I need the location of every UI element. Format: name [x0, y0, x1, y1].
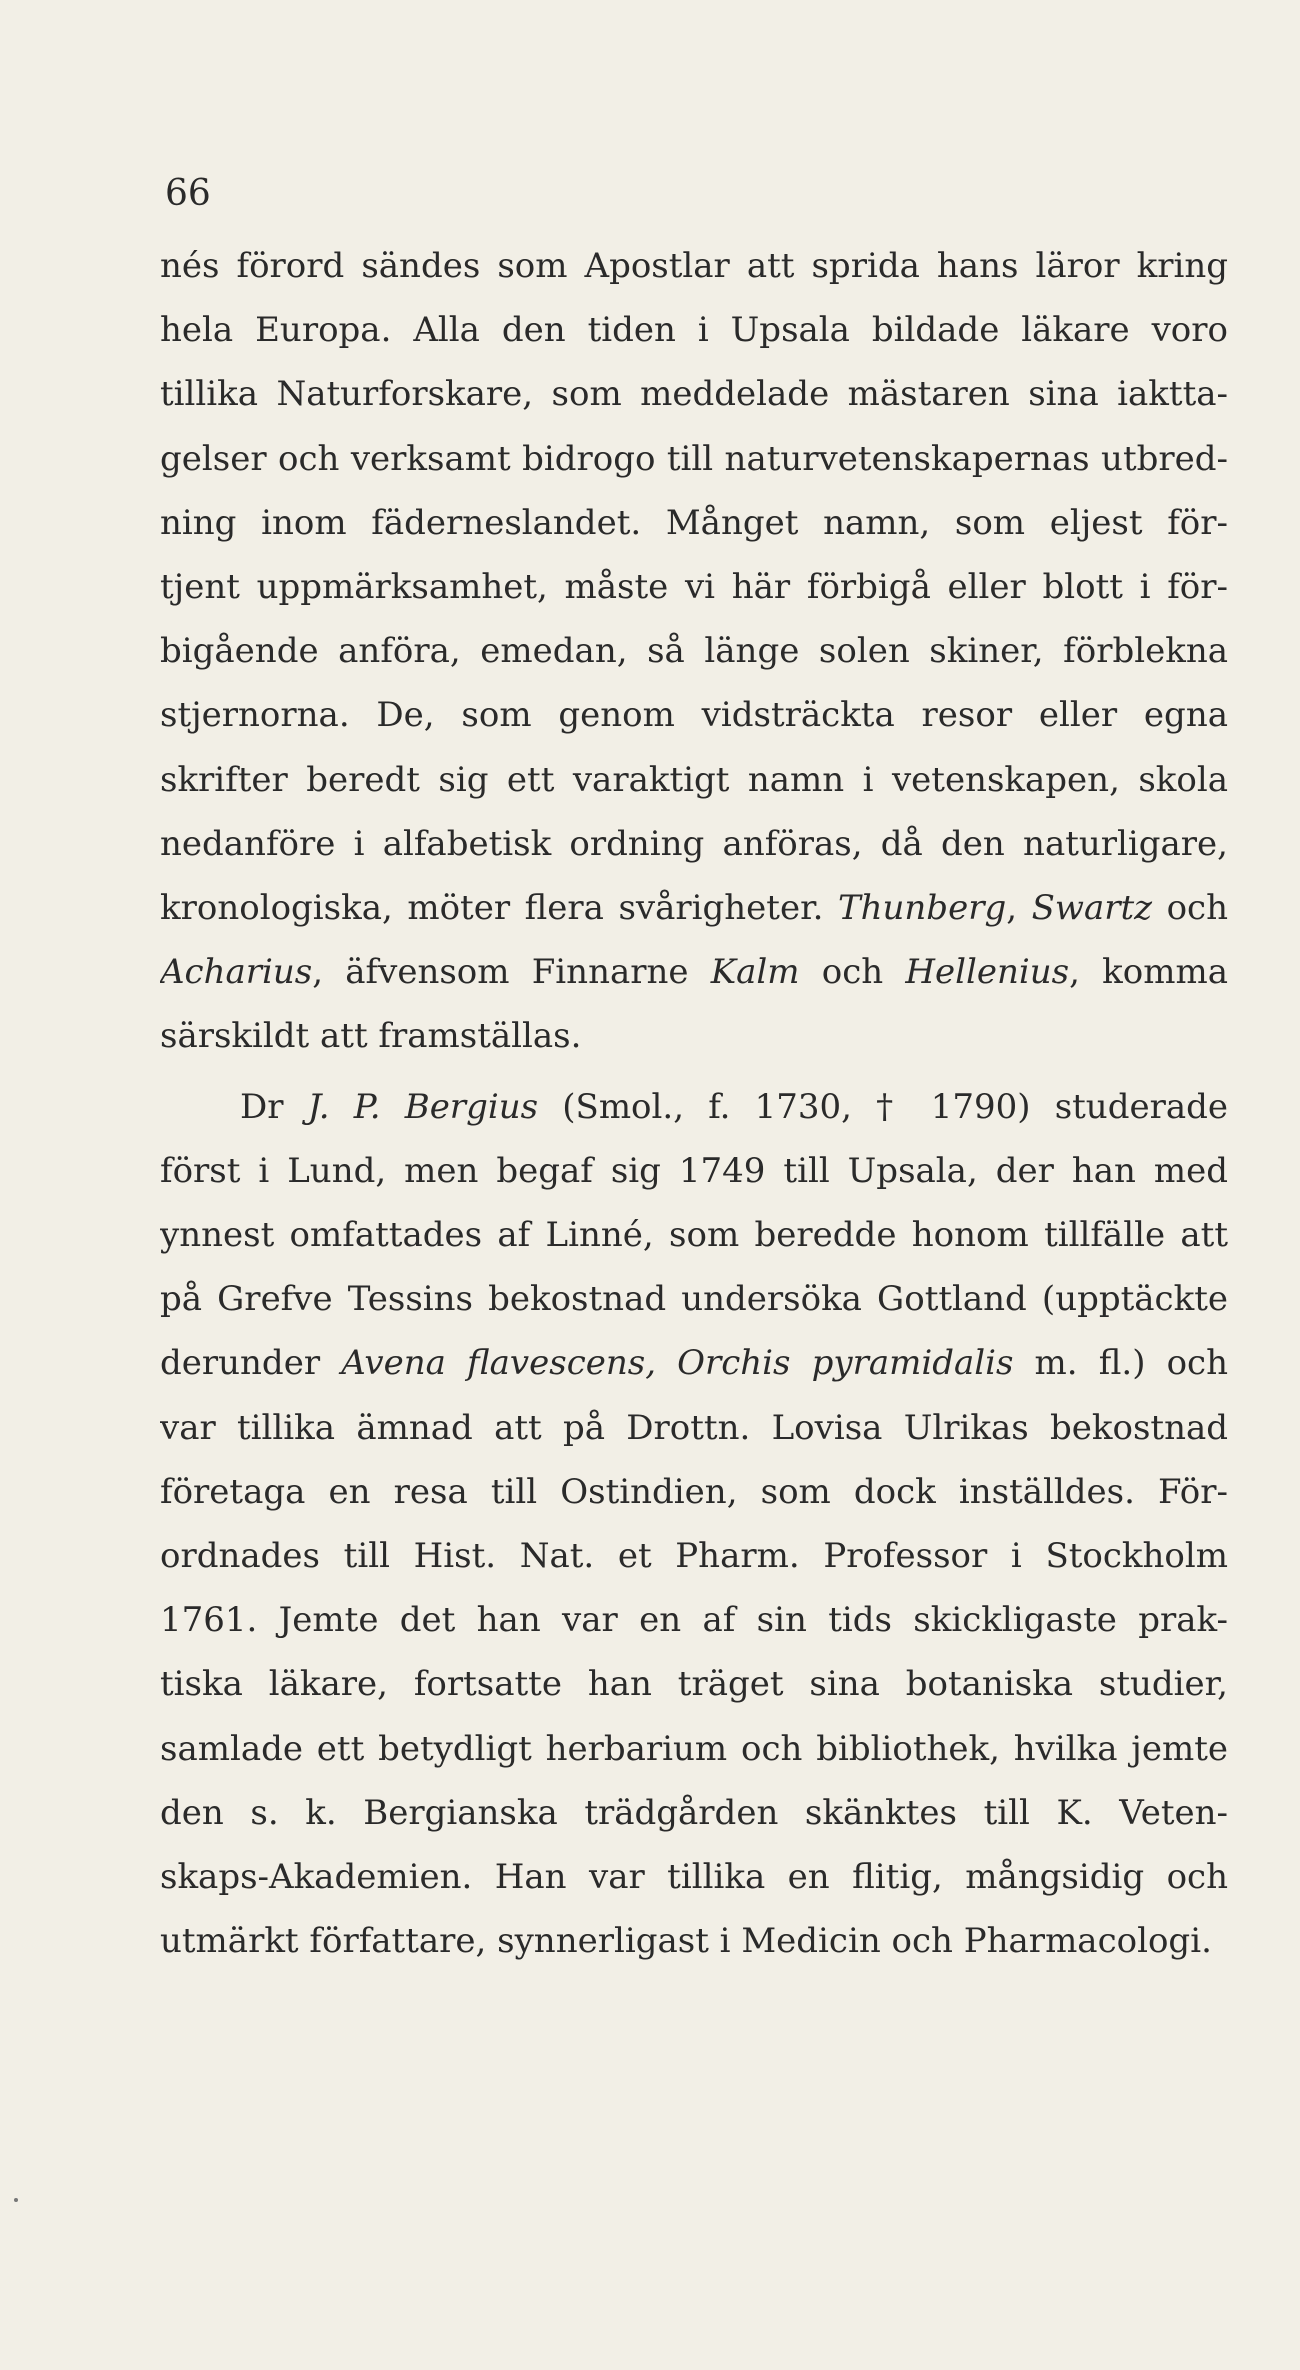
text-segment: skrifter beredt sig ett varaktigt namn i vetenskapen, skola	[160, 759, 1228, 800]
text-segment: särskildt att framställas.	[160, 1016, 582, 1057]
italic-name: Thunberg	[837, 888, 1007, 928]
italic-name: Avena flavescens, Orchis pyramidalis	[341, 1343, 1014, 1384]
text-segment: stjernorna. De, som genom vidsträckta resor eller egna	[160, 695, 1228, 736]
text-line	[160, 1139, 1228, 1203]
text-segment: bigående anföra, emedan, så länge solen skiner, förblekna	[160, 631, 1228, 672]
text-line	[160, 876, 1228, 940]
text-line	[160, 1203, 1228, 1267]
text-line	[160, 1396, 1228, 1460]
text-segment: nés förord sändes som Apostlar att sprida hans läror kring	[160, 246, 1228, 286]
italic-name: Swartz	[1031, 888, 1153, 928]
text-segment: och	[799, 952, 906, 993]
text-line	[160, 427, 1228, 491]
text-segment: skaps-Akademien. Han var tillika en flitig, mångsidig och	[160, 1857, 1228, 1897]
text-line	[160, 555, 1228, 619]
text-segment: företaga en resa till Ostindien, som dock inställdes. För-	[160, 1471, 1228, 1512]
text-segment: kronologiska, möter flera svårigheter.	[160, 888, 838, 928]
text-line	[160, 1717, 1228, 1781]
text-line	[160, 1909, 1228, 1973]
text-segment: tiska läkare, fortsatte han träget sina botaniska studier,	[160, 1664, 1228, 1705]
italic-name: Kalm	[710, 952, 800, 993]
text-line	[240, 1075, 1228, 1139]
text-line	[160, 1004, 1228, 1068]
text-line	[160, 298, 1228, 362]
italic-name: Acharius	[160, 952, 313, 993]
text-line	[160, 1267, 1228, 1331]
text-segment: Dr	[240, 1086, 308, 1127]
text-line	[160, 748, 1228, 812]
text-segment: tillika Naturforskare, som meddelade mästaren sina iaktta-	[160, 374, 1228, 415]
text-line	[160, 1524, 1228, 1588]
text-segment: m. fl.) och	[1013, 1343, 1228, 1384]
text-segment: gelser och verksamt bidrogo till naturvetenskapernas utbred-	[160, 438, 1228, 479]
text-line	[160, 1588, 1228, 1652]
text-segment: nedanföre i alfabetisk ordning anföras, då den naturligare,	[160, 823, 1228, 864]
text-line	[160, 1331, 1228, 1395]
text-line	[160, 1781, 1228, 1845]
text-segment: (Smol., f. 1730, † 1790) studerade	[538, 1086, 1228, 1127]
text-line	[160, 1460, 1228, 1524]
text-segment: var tillika ämnad att på Drottn. Lovisa Ulrikas bekostnad	[160, 1407, 1228, 1448]
text-segment: och	[1152, 888, 1228, 928]
text-line	[160, 683, 1228, 747]
text-line	[160, 1652, 1228, 1716]
text-line	[160, 362, 1228, 426]
text-segment: på Grefve Tessins bekostnad undersöka Gottland (upptäckte	[160, 1279, 1228, 1320]
text-segment: ynnest omfattades af Linné, som beredde honom tillfälle att	[160, 1215, 1228, 1255]
text-segment: ning inom fäderneslandet. Månget namn, som eljest för-	[160, 502, 1228, 543]
text-segment: derunder	[160, 1343, 342, 1384]
text-line	[160, 234, 1228, 298]
paper-speck	[14, 2198, 18, 2202]
text-line	[160, 1845, 1228, 1909]
text-line	[160, 619, 1228, 683]
text-segment: , komma	[1069, 952, 1228, 993]
page-number: 66	[165, 173, 211, 214]
italic-name: J. P. Bergius	[307, 1086, 539, 1127]
italic-name: Hellenius	[905, 952, 1070, 993]
text-segment: hela Europa. Alla den tiden i Upsala bildade läkare voro	[160, 310, 1228, 351]
text-segment: först i Lund, men begaf sig 1749 till Upsala, der han med	[160, 1150, 1228, 1191]
text-segment: , äfvensom Finnarne	[312, 952, 711, 993]
text-line	[160, 940, 1228, 1004]
text-segment: utmärkt författare, synnerligast i Medicin och Pharmacologi.	[160, 1921, 1212, 1962]
text-segment: den s. k. Bergianska trädgården skänktes till K. Veten-	[160, 1792, 1228, 1833]
text-segment: 1761. Jemte det han var en af sin tids skickligaste prak-	[160, 1600, 1228, 1641]
text-segment: samlade ett betydligt herbarium och bibliothek, hvilka jemte	[160, 1728, 1228, 1769]
text-segment: ,	[1006, 888, 1032, 928]
text-line	[160, 812, 1228, 876]
text-segment: tjent uppmärksamhet, måste vi här förbigå eller blott i för-	[160, 567, 1228, 607]
text-segment: ordnades till Hist. Nat. et Pharm. Professor i Stockholm	[160, 1536, 1228, 1576]
text-line	[160, 491, 1228, 555]
